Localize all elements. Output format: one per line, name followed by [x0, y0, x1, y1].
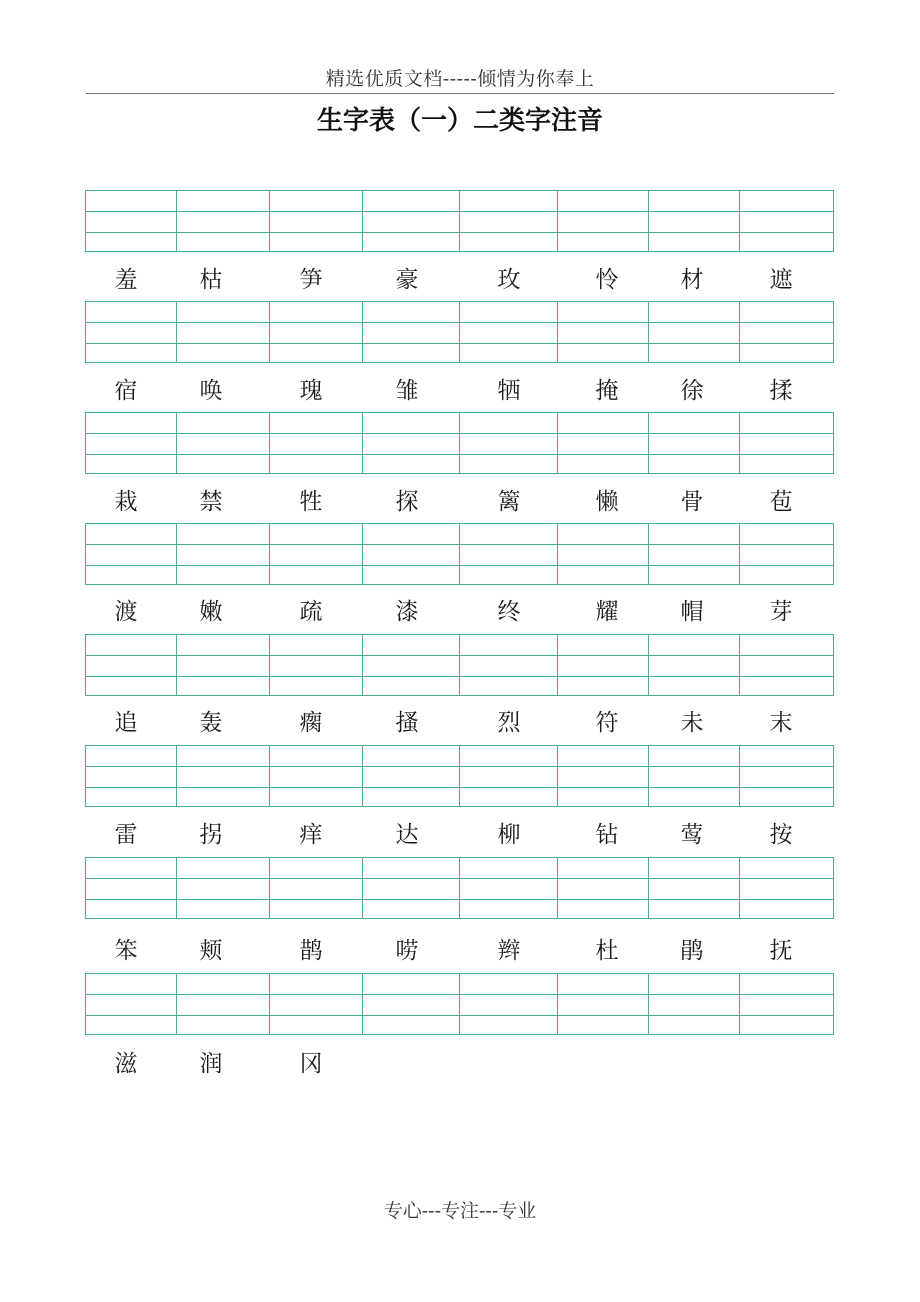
character-cell: 帽: [680, 599, 704, 625]
grid-column-line: [739, 858, 740, 918]
grid-column-line: [557, 635, 558, 695]
character-cell: 鹃: [680, 938, 704, 964]
pinyin-grid: [85, 634, 834, 696]
character-cell: 雏: [395, 378, 419, 404]
grid-column-line: [362, 302, 363, 362]
grid-column-line: [557, 413, 558, 473]
grid-column-line: [459, 858, 460, 918]
character-cell: 痒: [299, 822, 323, 848]
character-cell: 辫: [497, 938, 521, 964]
character-cell: 怜: [595, 267, 619, 293]
grid-column-line: [176, 413, 177, 473]
grid-column-line: [362, 974, 363, 1034]
pinyin-grid: [85, 857, 834, 919]
grid-column-line: [648, 635, 649, 695]
character-cell: 冈: [299, 1051, 323, 1077]
grid-column-line: [739, 413, 740, 473]
character-cell: 懒: [595, 489, 619, 515]
character-cell: 终: [497, 599, 521, 625]
character-row: [0, 705, 920, 741]
character-row: [0, 373, 920, 409]
character-cell: 按: [769, 822, 793, 848]
grid-column-line: [557, 858, 558, 918]
grid-column-line: [176, 191, 177, 251]
character-cell: 疏: [299, 599, 323, 625]
grid-column-line: [362, 858, 363, 918]
character-cell: 末: [769, 710, 793, 736]
character-cell: 唤: [199, 378, 223, 404]
character-cell: 拐: [199, 822, 223, 848]
character-cell: 笋: [299, 267, 323, 293]
character-cell: 润: [199, 1051, 223, 1077]
character-cell: 探: [395, 489, 419, 515]
grid-column-line: [362, 191, 363, 251]
character-cell: 嫩: [199, 599, 223, 625]
pinyin-grid: [85, 745, 834, 807]
character-cell: 宿: [114, 378, 138, 404]
grid-column-line: [648, 191, 649, 251]
character-cell: 骨: [680, 489, 704, 515]
grid-column-line: [459, 524, 460, 584]
pinyin-grid: [85, 412, 834, 474]
grid-column-line: [739, 302, 740, 362]
character-cell: 芽: [769, 599, 793, 625]
character-cell: 杜: [595, 938, 619, 964]
character-cell: 鹊: [299, 938, 323, 964]
grid-column-line: [176, 974, 177, 1034]
grid-column-line: [269, 524, 270, 584]
grid-column-line: [557, 974, 558, 1034]
character-cell: 漆: [395, 599, 419, 625]
grid-column-line: [557, 524, 558, 584]
pinyin-grid: [85, 190, 834, 252]
character-row: [0, 262, 920, 298]
grid-column-line: [269, 635, 270, 695]
grid-column-line: [176, 302, 177, 362]
grid-column-line: [459, 635, 460, 695]
grid-column-line: [459, 302, 460, 362]
grid-column-line: [269, 746, 270, 806]
grid-column-line: [176, 635, 177, 695]
character-cell: 徐: [680, 378, 704, 404]
grid-column-line: [739, 974, 740, 1034]
character-cell: 材: [680, 267, 704, 293]
grid-column-line: [648, 413, 649, 473]
character-cell: 钻: [595, 822, 619, 848]
character-cell: 苞: [769, 489, 793, 515]
character-cell: 莺: [680, 822, 704, 848]
page-footer-text: 专心---专注---专业: [383, 1200, 537, 1222]
character-row: [0, 817, 920, 853]
character-cell: 追: [114, 710, 138, 736]
grid-column-line: [739, 746, 740, 806]
grid-column-line: [739, 191, 740, 251]
character-cell: 牺: [497, 378, 521, 404]
character-row: [0, 594, 920, 630]
character-cell: 遮: [769, 267, 793, 293]
grid-column-line: [176, 858, 177, 918]
document-title: 生字表（一）二类字注音: [316, 106, 603, 136]
character-cell: 瑰: [299, 378, 323, 404]
pinyin-grid: [85, 973, 834, 1035]
grid-column-line: [557, 302, 558, 362]
header-divider: [86, 93, 834, 94]
grid-column-line: [459, 191, 460, 251]
grid-column-line: [362, 635, 363, 695]
character-cell: 柳: [497, 822, 521, 848]
grid-column-line: [648, 858, 649, 918]
grid-column-line: [362, 413, 363, 473]
character-row: [0, 933, 920, 969]
grid-column-line: [176, 524, 177, 584]
grid-column-line: [269, 974, 270, 1034]
character-cell: 抚: [769, 938, 793, 964]
character-cell: 颊: [199, 938, 223, 964]
character-cell: 轰: [199, 710, 223, 736]
page-header-text: 精选优质文档-----倾情为你奉上: [325, 68, 595, 90]
grid-column-line: [648, 974, 649, 1034]
grid-column-line: [362, 746, 363, 806]
character-cell: 禁: [199, 489, 223, 515]
grid-column-line: [557, 746, 558, 806]
grid-column-line: [269, 858, 270, 918]
character-cell: 掩: [595, 378, 619, 404]
character-cell: 达: [395, 822, 419, 848]
character-cell: 符: [595, 710, 619, 736]
character-cell: 玫: [497, 267, 521, 293]
character-cell: 未: [680, 710, 704, 736]
grid-column-line: [459, 413, 460, 473]
grid-column-line: [269, 302, 270, 362]
grid-column-line: [269, 191, 270, 251]
grid-column-line: [269, 413, 270, 473]
character-cell: 唠: [395, 938, 419, 964]
grid-column-line: [739, 524, 740, 584]
character-cell: 渡: [114, 599, 138, 625]
character-cell: 烈: [497, 710, 521, 736]
grid-column-line: [557, 191, 558, 251]
grid-column-line: [362, 524, 363, 584]
pinyin-grid: [85, 523, 834, 585]
character-row: [0, 1046, 920, 1082]
grid-column-line: [459, 746, 460, 806]
character-cell: 枯: [199, 267, 223, 293]
character-cell: 豪: [395, 267, 419, 293]
character-cell: 笨: [114, 938, 138, 964]
grid-column-line: [459, 974, 460, 1034]
character-cell: 滋: [114, 1051, 138, 1077]
grid-column-line: [176, 746, 177, 806]
character-cell: 瘸: [299, 710, 323, 736]
character-cell: 篱: [497, 489, 521, 515]
pinyin-grid: [85, 301, 834, 363]
character-row: [0, 484, 920, 520]
character-cell: 搔: [395, 710, 419, 736]
grid-column-line: [648, 302, 649, 362]
grid-column-line: [648, 524, 649, 584]
grid-column-line: [739, 635, 740, 695]
character-cell: 羞: [114, 267, 138, 293]
character-cell: 牲: [299, 489, 323, 515]
character-cell: 揉: [769, 378, 793, 404]
grid-column-line: [648, 746, 649, 806]
character-cell: 栽: [114, 489, 138, 515]
character-cell: 耀: [595, 599, 619, 625]
character-cell: 雷: [114, 822, 138, 848]
